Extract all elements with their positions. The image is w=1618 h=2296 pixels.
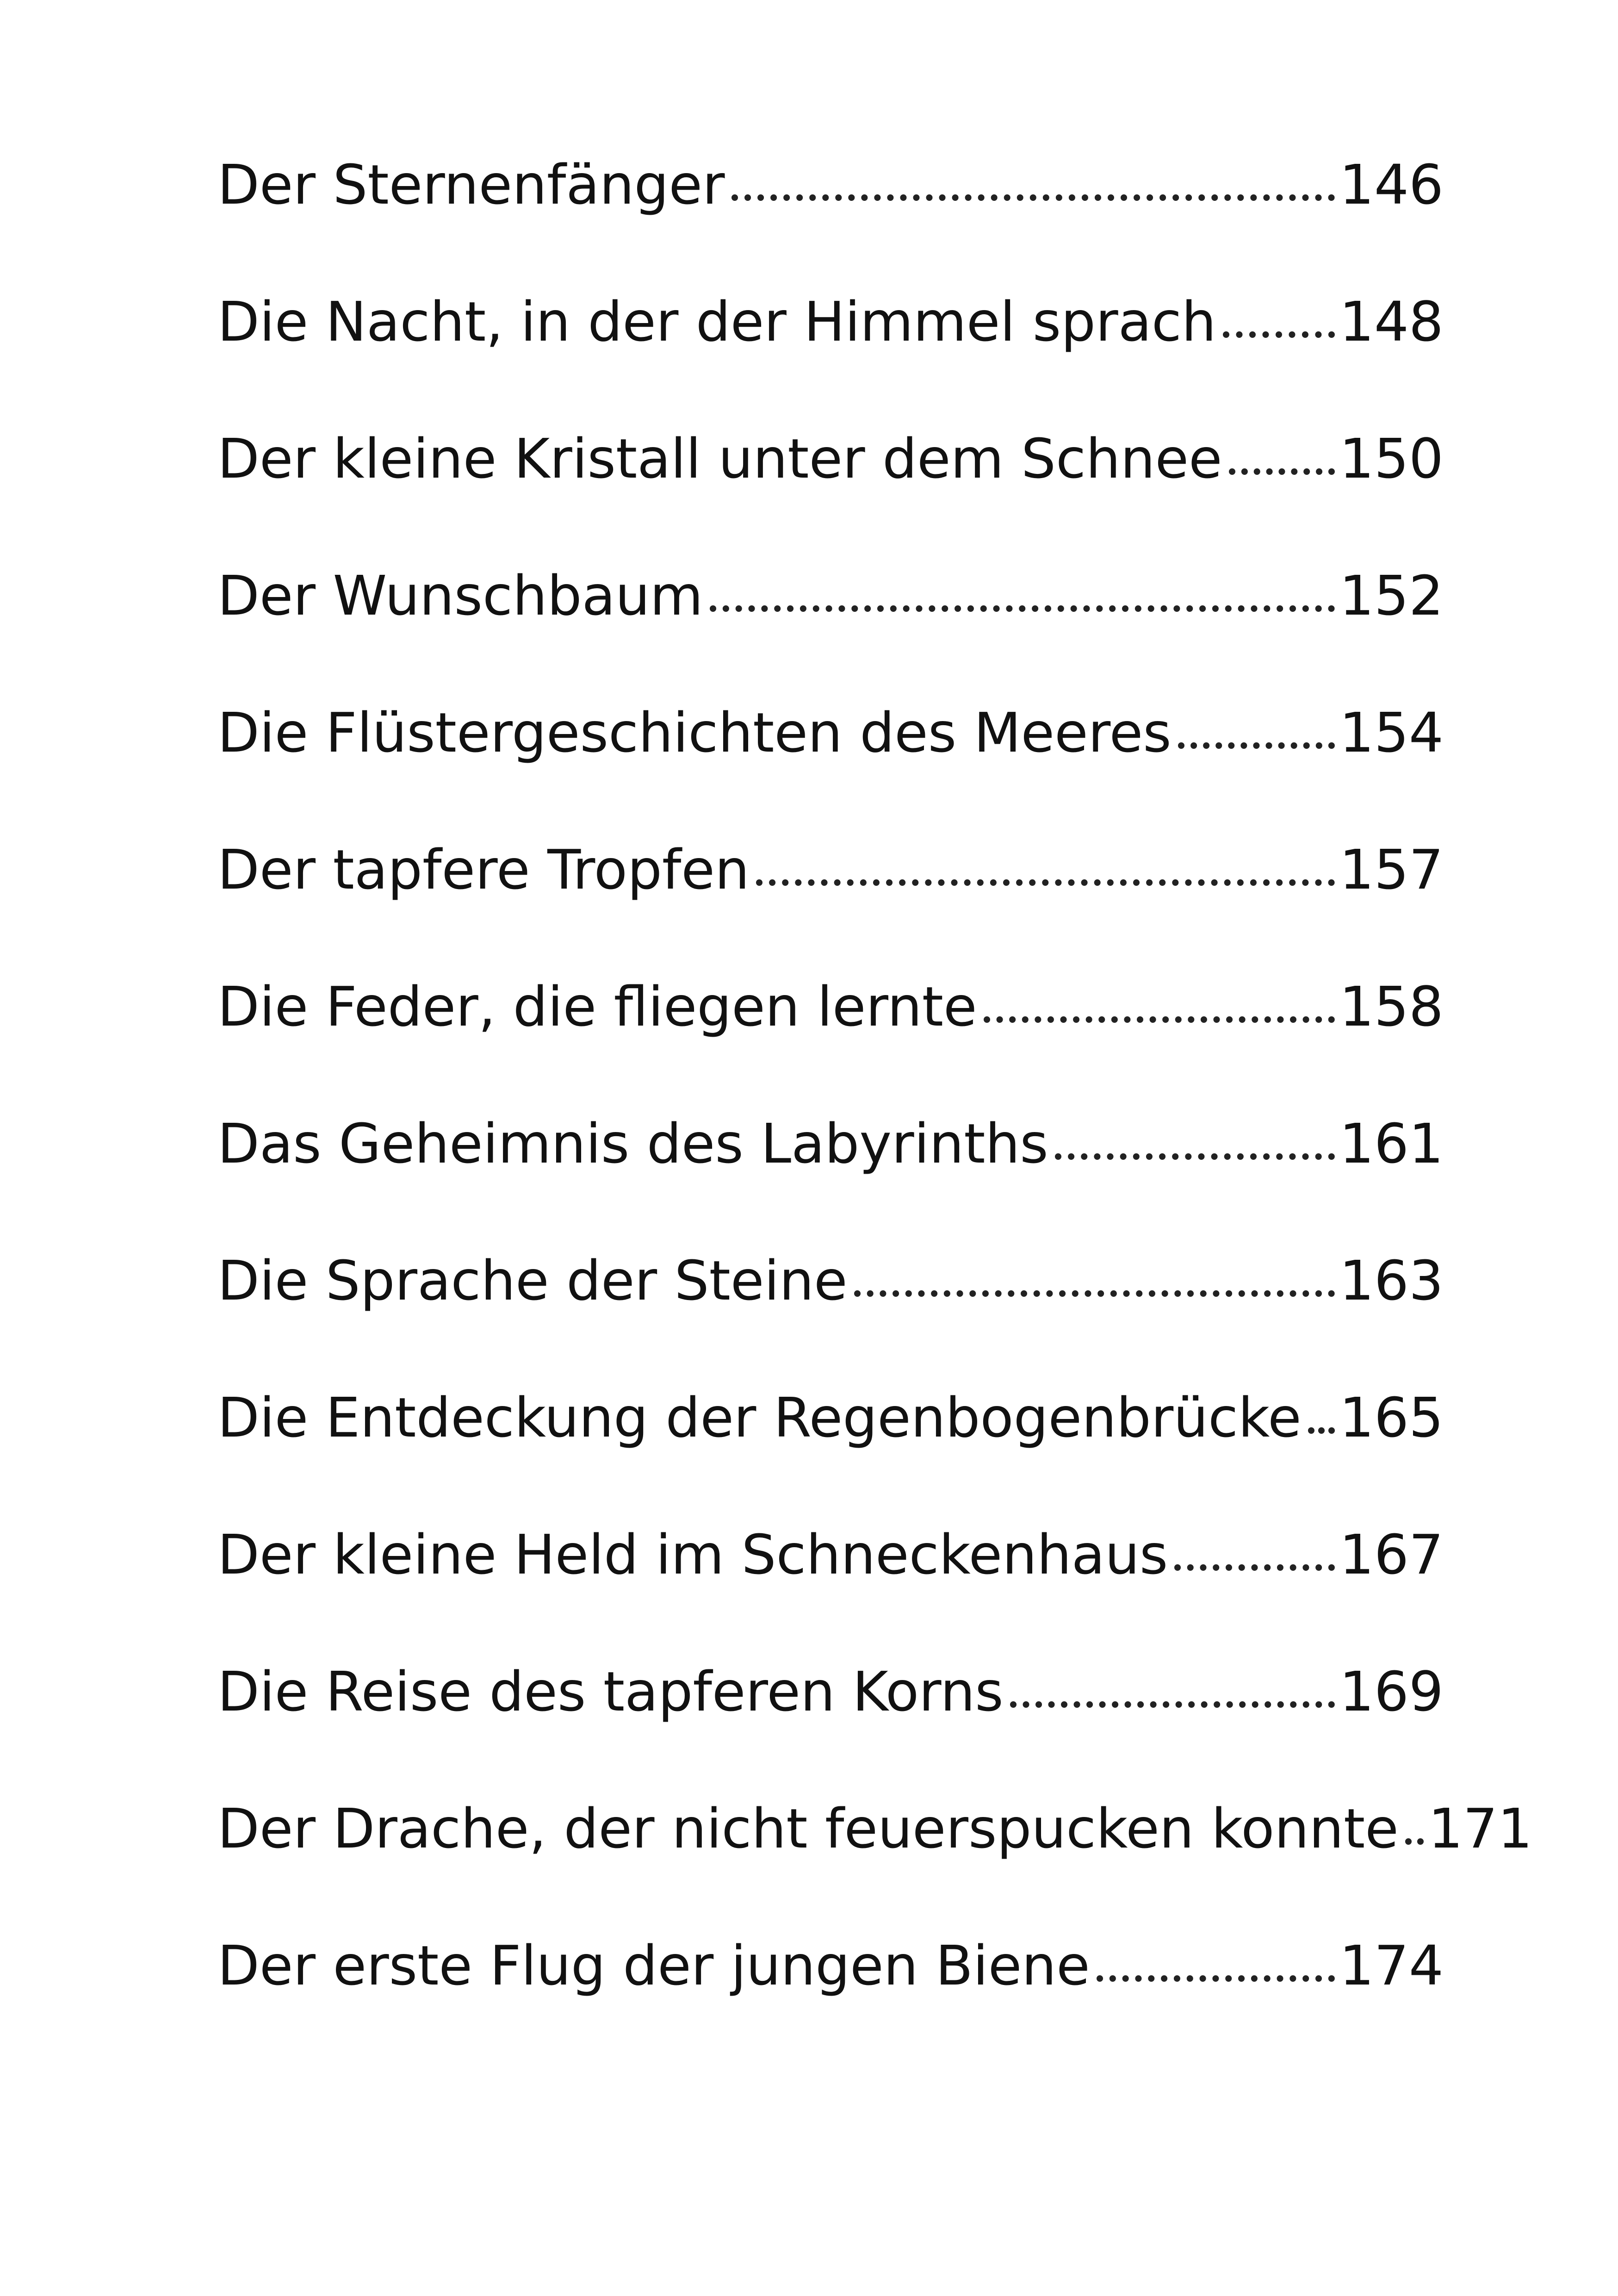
toc-entry-title: Die Entdeckung der Regenbogenbrücke xyxy=(217,1386,1302,1450)
dot-leader xyxy=(1308,1427,1335,1434)
toc-entry-page: 167 xyxy=(1339,1523,1444,1587)
toc-entry-title: Die Flüstergeschichten des Meeres xyxy=(217,701,1172,765)
toc-entry-page: 146 xyxy=(1339,153,1444,217)
toc-entry-title: Der Wunschbaum xyxy=(217,564,703,628)
toc-entry-title: Die Reise des tapferen Korns xyxy=(217,1660,1004,1724)
toc-entry xyxy=(217,290,1444,427)
toc-entry-page: 157 xyxy=(1339,838,1444,902)
table-of-contents xyxy=(217,153,1533,2071)
dot-leader xyxy=(1174,1564,1334,1571)
dot-leader xyxy=(854,1290,1335,1297)
toc-entry xyxy=(217,975,1444,1112)
toc-entry-page: 152 xyxy=(1339,564,1444,628)
toc-entry xyxy=(217,1660,1444,1797)
toc-entry-title: Die Sprache der Steine xyxy=(217,1249,848,1313)
toc-entry-title: Der kleine Kristall unter dem Schnee xyxy=(217,427,1222,491)
toc-entry-page: 169 xyxy=(1339,1660,1444,1724)
dot-leader xyxy=(1097,1975,1335,1982)
toc-entry xyxy=(217,701,1444,838)
toc-entry-title: Der kleine Held im Schneckenhaus xyxy=(217,1523,1168,1587)
toc-entry-page: 171 xyxy=(1428,1797,1533,1860)
dot-leader xyxy=(1178,742,1335,749)
toc-entry xyxy=(217,1386,1444,1523)
dot-leader xyxy=(1405,1838,1424,1845)
toc-entry xyxy=(217,1934,1444,2071)
toc-entry-title: Der erste Flug der jungen Biene xyxy=(217,1934,1090,1997)
toc-entry xyxy=(217,838,1444,975)
toc-entry-title: Das Geheimnis des Labyrinths xyxy=(217,1112,1048,1176)
dot-leader xyxy=(984,1016,1335,1023)
toc-entry-title: Der Drache, der nicht feuerspucken konnte xyxy=(217,1797,1399,1860)
toc-entry xyxy=(217,1249,1444,1386)
toc-entry-page: 174 xyxy=(1339,1934,1444,1997)
toc-entry xyxy=(217,1797,1533,1934)
toc-entry-page: 154 xyxy=(1339,701,1444,765)
toc-entry-title: Die Nacht, in der der Himmel sprach xyxy=(217,290,1216,354)
dot-leader xyxy=(710,605,1335,612)
toc-entry-title: Die Feder, die fliegen lernte xyxy=(217,975,977,1039)
dot-leader xyxy=(1229,468,1335,475)
dot-leader xyxy=(1055,1153,1335,1160)
toc-entry-page: 148 xyxy=(1339,290,1444,354)
toc-entry xyxy=(217,153,1444,290)
dot-leader xyxy=(756,879,1335,886)
dot-leader xyxy=(1223,331,1335,338)
toc-entry xyxy=(217,564,1444,701)
dot-leader xyxy=(732,194,1335,201)
toc-entry-page: 165 xyxy=(1339,1386,1444,1450)
toc-entry-page: 161 xyxy=(1339,1112,1444,1176)
toc-entry-page: 163 xyxy=(1339,1249,1444,1313)
toc-entry-title: Der tapfere Tropfen xyxy=(217,838,750,902)
dot-leader xyxy=(1010,1701,1335,1708)
toc-entry xyxy=(217,1112,1444,1249)
toc-entry-page: 158 xyxy=(1339,975,1444,1039)
toc-entry xyxy=(217,427,1444,564)
toc-entry-page: 150 xyxy=(1339,427,1444,491)
toc-entry-title: Der Sternenfänger xyxy=(217,153,725,217)
toc-entry xyxy=(217,1523,1444,1660)
